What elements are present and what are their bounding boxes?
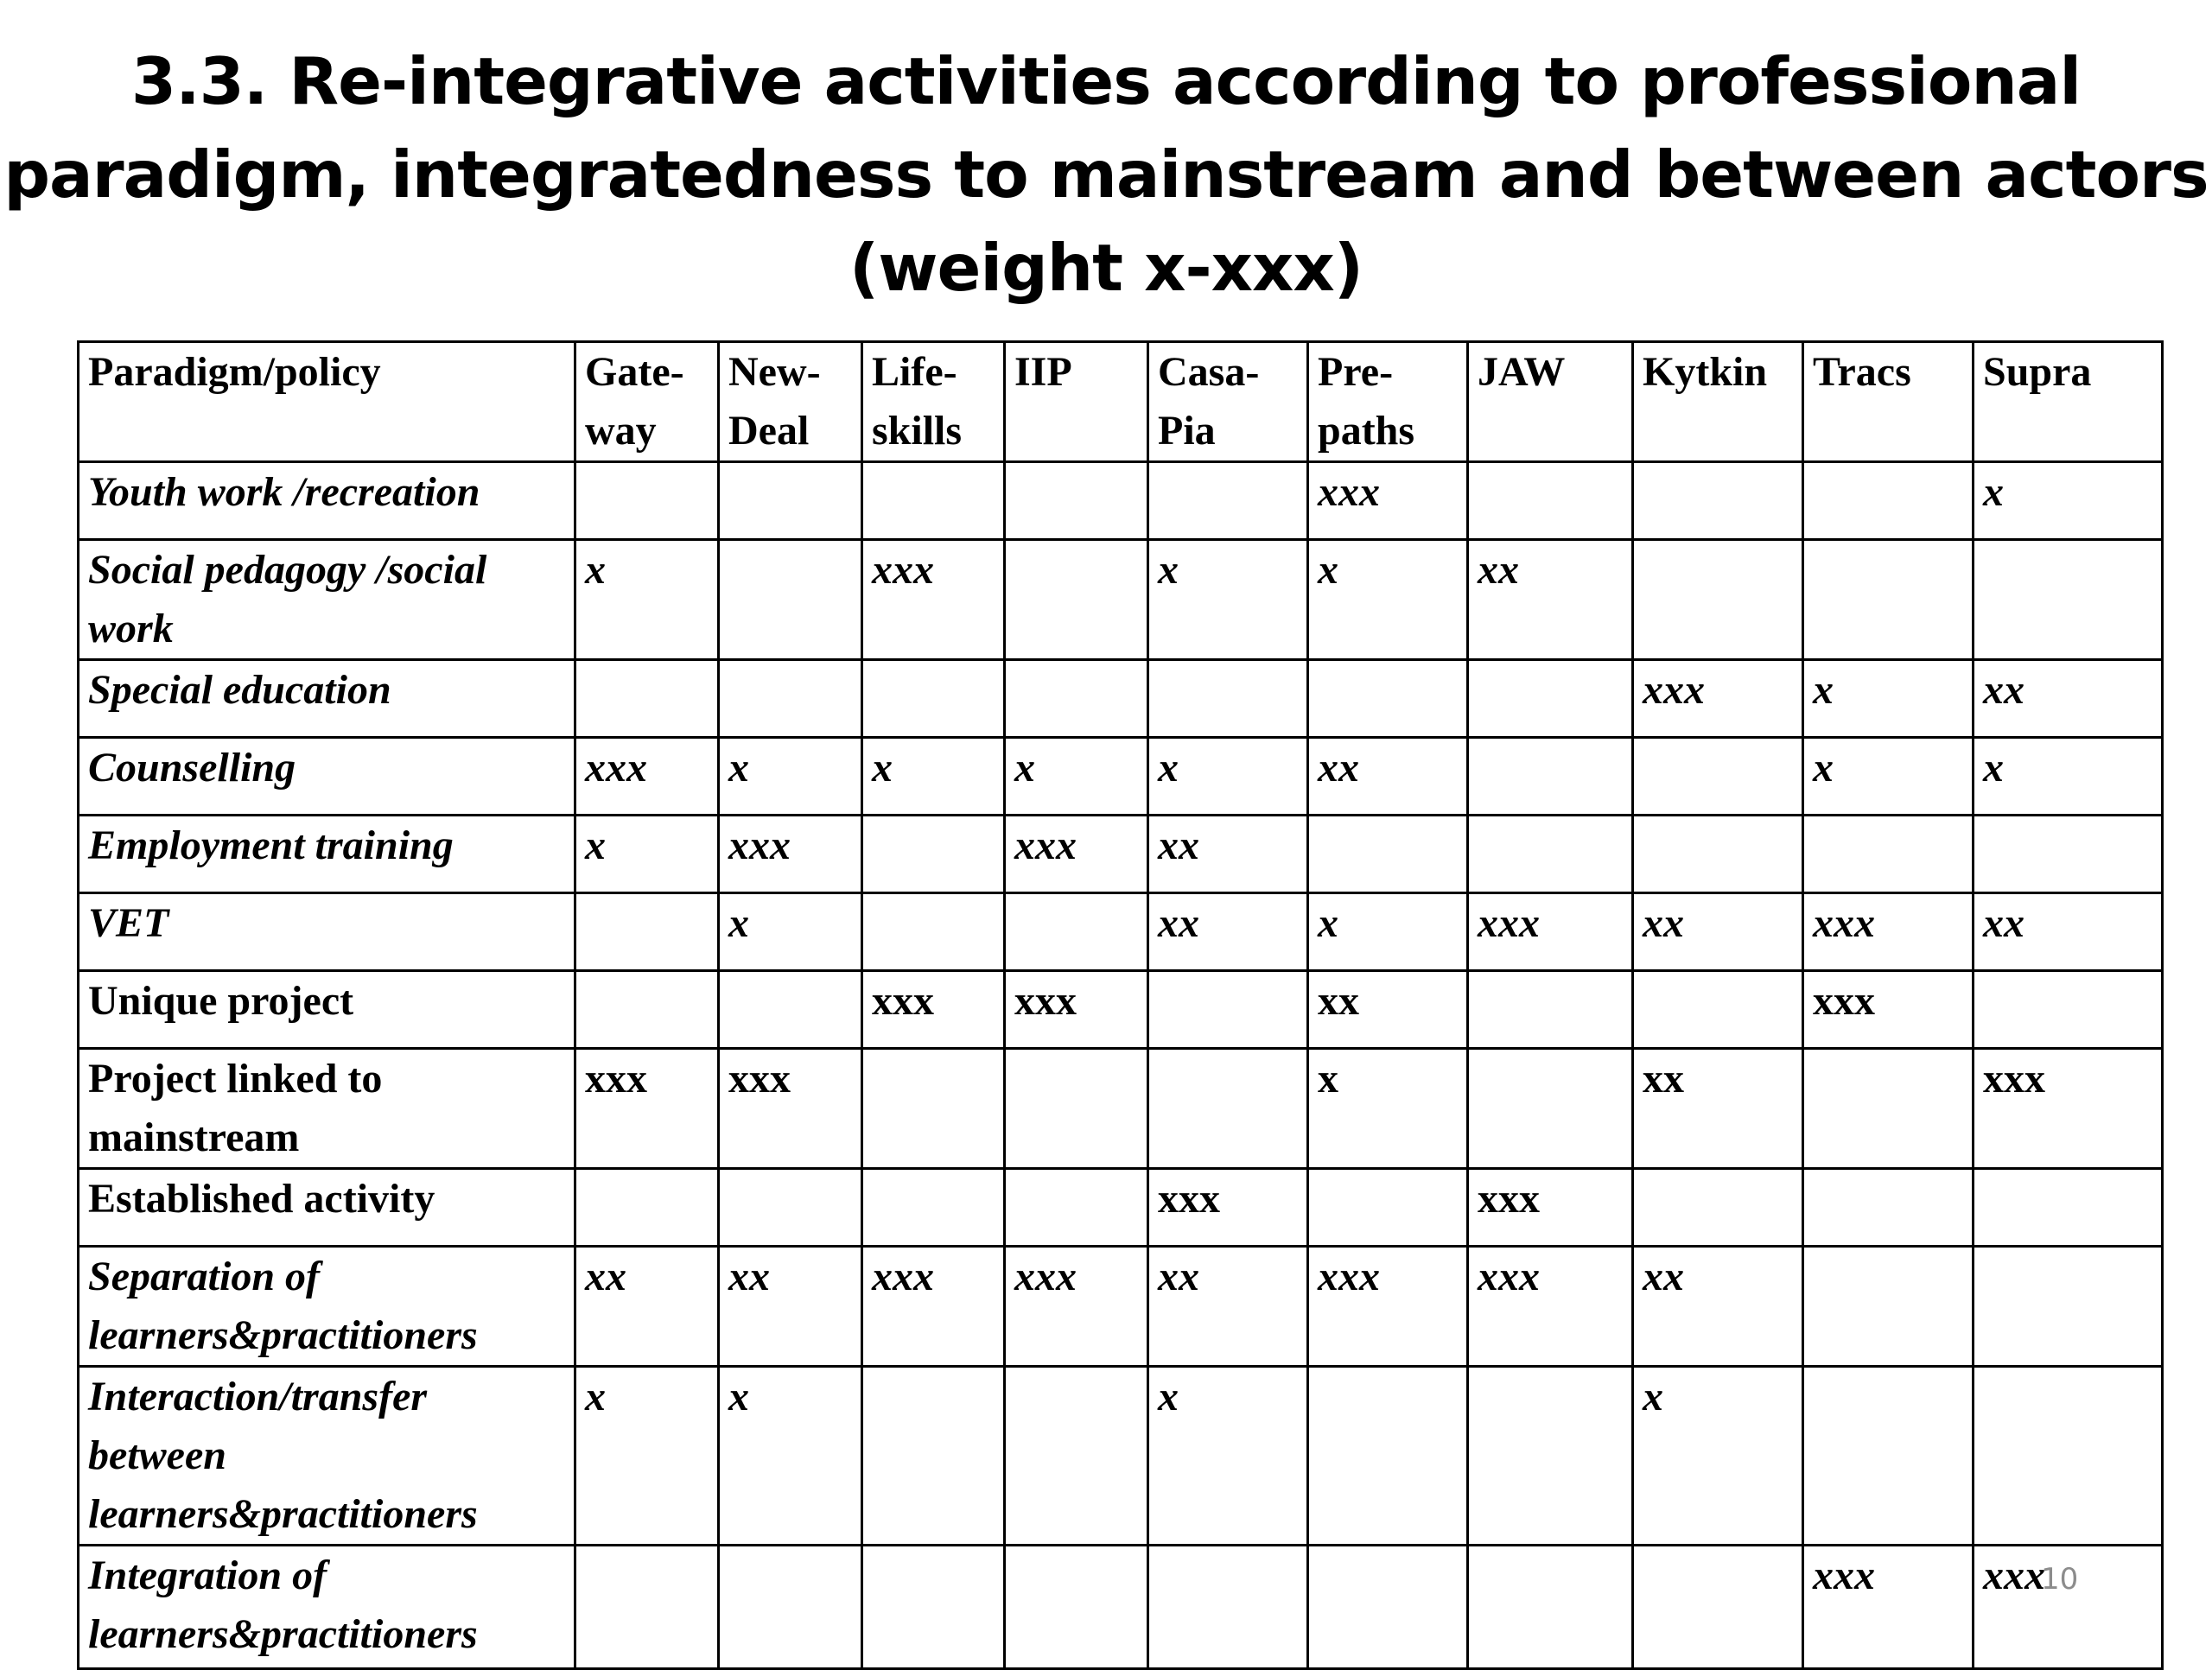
- table-cell: x: [1974, 738, 2163, 816]
- table-row: [79, 893, 2163, 971]
- table-cell: [575, 660, 719, 738]
- table-cell: [1005, 540, 1148, 660]
- table-cell: x: [1803, 660, 1974, 738]
- row-label: Social pedagogy /social work: [79, 540, 575, 660]
- column-header: Supra: [1974, 342, 2163, 462]
- column-header: Life- skills: [862, 342, 1005, 462]
- column-header: IIP: [1005, 342, 1148, 462]
- table-cell: x: [719, 738, 862, 816]
- table-cell: x: [1148, 1367, 1308, 1546]
- table-cell: [1633, 1169, 1803, 1247]
- table-cell: xxx: [1005, 971, 1148, 1049]
- table-cell: [862, 462, 1005, 540]
- column-header: Tracs: [1803, 342, 1974, 462]
- table-cell: [719, 462, 862, 540]
- table-cell: x: [1308, 540, 1468, 660]
- table-row: [79, 660, 2163, 738]
- table-cell: xxx: [1803, 893, 1974, 971]
- table-cell: xxx: [1005, 816, 1148, 893]
- table-cell: [1468, 1367, 1633, 1546]
- row-label: Project linked to mainstream: [79, 1049, 575, 1169]
- table-cell: xxx: [1974, 1546, 2163, 1669]
- table-cell: x: [1148, 540, 1308, 660]
- table-cell: xxx: [575, 1049, 719, 1169]
- table-cell: x: [575, 816, 719, 893]
- table-row: [79, 1367, 2163, 1546]
- table-cell: x: [575, 540, 719, 660]
- row-label: VET: [79, 893, 575, 971]
- row-label: Unique project: [79, 971, 575, 1049]
- table-cell: xx: [1633, 1247, 1803, 1367]
- table-cell: [1974, 1247, 2163, 1367]
- table-cell: x: [1148, 738, 1308, 816]
- table-cell: x: [575, 1367, 719, 1546]
- table-cell: [862, 1546, 1005, 1669]
- table-cell: xx: [1633, 1049, 1803, 1169]
- table-cell: [1974, 971, 2163, 1049]
- column-header: Gate- way: [575, 342, 719, 462]
- table-cell: [719, 971, 862, 1049]
- header-corner: Paradigm/policy: [79, 342, 575, 462]
- column-header: Casa- Pia: [1148, 342, 1308, 462]
- table-cell: xxx: [862, 971, 1005, 1049]
- table-cell: [1633, 1546, 1803, 1669]
- row-label: Employment training: [79, 816, 575, 893]
- table-cell: [1468, 816, 1633, 893]
- table-cell: [1803, 1367, 1974, 1546]
- table-cell: xxx: [1803, 971, 1974, 1049]
- row-label: Established activity: [79, 1169, 575, 1247]
- column-header: Pre- paths: [1308, 342, 1468, 462]
- table-cell: [1974, 540, 2163, 660]
- table-cell: [575, 971, 719, 1049]
- table-cell: [1308, 816, 1468, 893]
- title-line-2: paradigm, integratedness to mainstream and between actors: [3, 137, 2209, 213]
- table-cell: xxx: [1974, 1049, 2163, 1169]
- table-cell: [1803, 816, 1974, 893]
- table-cell: xxx: [1308, 1247, 1468, 1367]
- table-cell: xxx: [719, 816, 862, 893]
- table-cell: xxx: [1468, 1247, 1633, 1367]
- table-cell: [862, 893, 1005, 971]
- table-row: [79, 1546, 2163, 1669]
- table-cell: [1148, 971, 1308, 1049]
- table-cell: x: [719, 1367, 862, 1546]
- row-label: Counselling: [79, 738, 575, 816]
- table-row: [79, 1169, 2163, 1247]
- table-cell: xxx: [575, 738, 719, 816]
- column-header: JAW: [1468, 342, 1633, 462]
- table-cell: xxx: [719, 1049, 862, 1169]
- slide-title: [0, 35, 2212, 314]
- table-cell: [1803, 1247, 1974, 1367]
- table-body: [79, 462, 2163, 1669]
- table-cell: [1005, 1169, 1148, 1247]
- table-cell: x: [1633, 1367, 1803, 1546]
- row-label: Youth work /recreation: [79, 462, 575, 540]
- table-cell: xx: [1308, 738, 1468, 816]
- table-row: [79, 738, 2163, 816]
- table-cell: [1468, 1546, 1633, 1669]
- table-cell: xxx: [1803, 1546, 1974, 1669]
- column-header: Kytkin: [1633, 342, 1803, 462]
- table-cell: [1005, 462, 1148, 540]
- title-line-3: (weight x-xxx): [849, 230, 1363, 306]
- table-cell: xx: [1148, 816, 1308, 893]
- table-cell: [719, 1546, 862, 1669]
- table-cell: [1803, 540, 1974, 660]
- table-cell: x: [1308, 893, 1468, 971]
- table-cell: x: [862, 738, 1005, 816]
- row-label: Interaction/transfer between learners&practitioners: [79, 1367, 575, 1546]
- table-cell: [1974, 1169, 2163, 1247]
- column-header: New- Deal: [719, 342, 862, 462]
- table-cell: [1005, 893, 1148, 971]
- table-cell: xxx: [862, 1247, 1005, 1367]
- table-cell: x: [1308, 1049, 1468, 1169]
- table-cell: [862, 660, 1005, 738]
- table-cell: xxx: [1633, 660, 1803, 738]
- table-cell: x: [719, 893, 862, 971]
- table-cell: [575, 1546, 719, 1669]
- table-cell: [719, 1169, 862, 1247]
- table-cell: [575, 1169, 719, 1247]
- table-cell: [575, 893, 719, 971]
- table-cell: xx: [575, 1247, 719, 1367]
- table-row: [79, 1049, 2163, 1169]
- table-cell: [1148, 1546, 1308, 1669]
- table-row: [79, 462, 2163, 540]
- table-cell: xxx: [1148, 1169, 1308, 1247]
- row-label: Special education: [79, 660, 575, 738]
- table-cell: xxx: [1468, 893, 1633, 971]
- table-cell: [1148, 660, 1308, 738]
- table-row: [79, 971, 2163, 1049]
- table-cell: x: [1005, 738, 1148, 816]
- table-cell: [1468, 660, 1633, 738]
- table-cell: [862, 1049, 1005, 1169]
- table-cell: [575, 462, 719, 540]
- table-cell: xx: [1148, 1247, 1308, 1367]
- table-cell: [1308, 660, 1468, 738]
- table-cell: [1974, 1367, 2163, 1546]
- table-row: [79, 816, 2163, 893]
- table-cell: xx: [719, 1247, 862, 1367]
- table-cell: [1005, 660, 1148, 738]
- table-cell: xx: [1974, 660, 2163, 738]
- table-cell: xx: [1148, 893, 1308, 971]
- table-cell: x: [1974, 462, 2163, 540]
- page-number: 10: [2041, 1562, 2079, 1597]
- table-cell: xx: [1308, 971, 1468, 1049]
- table-cell: [1633, 971, 1803, 1049]
- title-line-1: 3.3. Re-integrative activities according to professional: [130, 43, 2082, 119]
- activities-table: [77, 340, 2164, 1670]
- table-cell: [862, 1169, 1005, 1247]
- table-cell: [1468, 462, 1633, 540]
- table-cell: [1005, 1546, 1148, 1669]
- table-cell: [1308, 1546, 1468, 1669]
- table-row: [79, 1247, 2163, 1367]
- table-cell: [1803, 1049, 1974, 1169]
- table-cell: [1633, 816, 1803, 893]
- table-cell: [1633, 462, 1803, 540]
- row-label: Separation of learners&practitioners: [79, 1247, 575, 1367]
- table-cell: xxx: [1468, 1169, 1633, 1247]
- table-cell: [1005, 1049, 1148, 1169]
- row-label: Integration of learners&practitioners: [79, 1546, 575, 1669]
- table-cell: [1148, 462, 1308, 540]
- table-cell: [1633, 540, 1803, 660]
- table-cell: xx: [1974, 893, 2163, 971]
- table-cell: [1803, 1169, 1974, 1247]
- table-cell: [1468, 971, 1633, 1049]
- table-cell: [862, 1367, 1005, 1546]
- table-cell: [1974, 816, 2163, 893]
- table-cell: [1633, 738, 1803, 816]
- table-cell: [1468, 1049, 1633, 1169]
- table-cell: xxx: [862, 540, 1005, 660]
- table-cell: x: [1803, 738, 1974, 816]
- table-cell: [862, 816, 1005, 893]
- table-row: [79, 540, 2163, 660]
- table-cell: [719, 540, 862, 660]
- table-cell: [1308, 1169, 1468, 1247]
- table-header-row: [79, 342, 2163, 462]
- table-cell: xxx: [1005, 1247, 1148, 1367]
- table-cell: [1005, 1367, 1148, 1546]
- table-cell: [1803, 462, 1974, 540]
- table-cell: xx: [1633, 893, 1803, 971]
- table-cell: [719, 660, 862, 738]
- table-cell: [1148, 1049, 1308, 1169]
- table-cell: xx: [1468, 540, 1633, 660]
- table-cell: xxx: [1308, 462, 1468, 540]
- table-cell: [1468, 738, 1633, 816]
- table-cell: [1308, 1367, 1468, 1546]
